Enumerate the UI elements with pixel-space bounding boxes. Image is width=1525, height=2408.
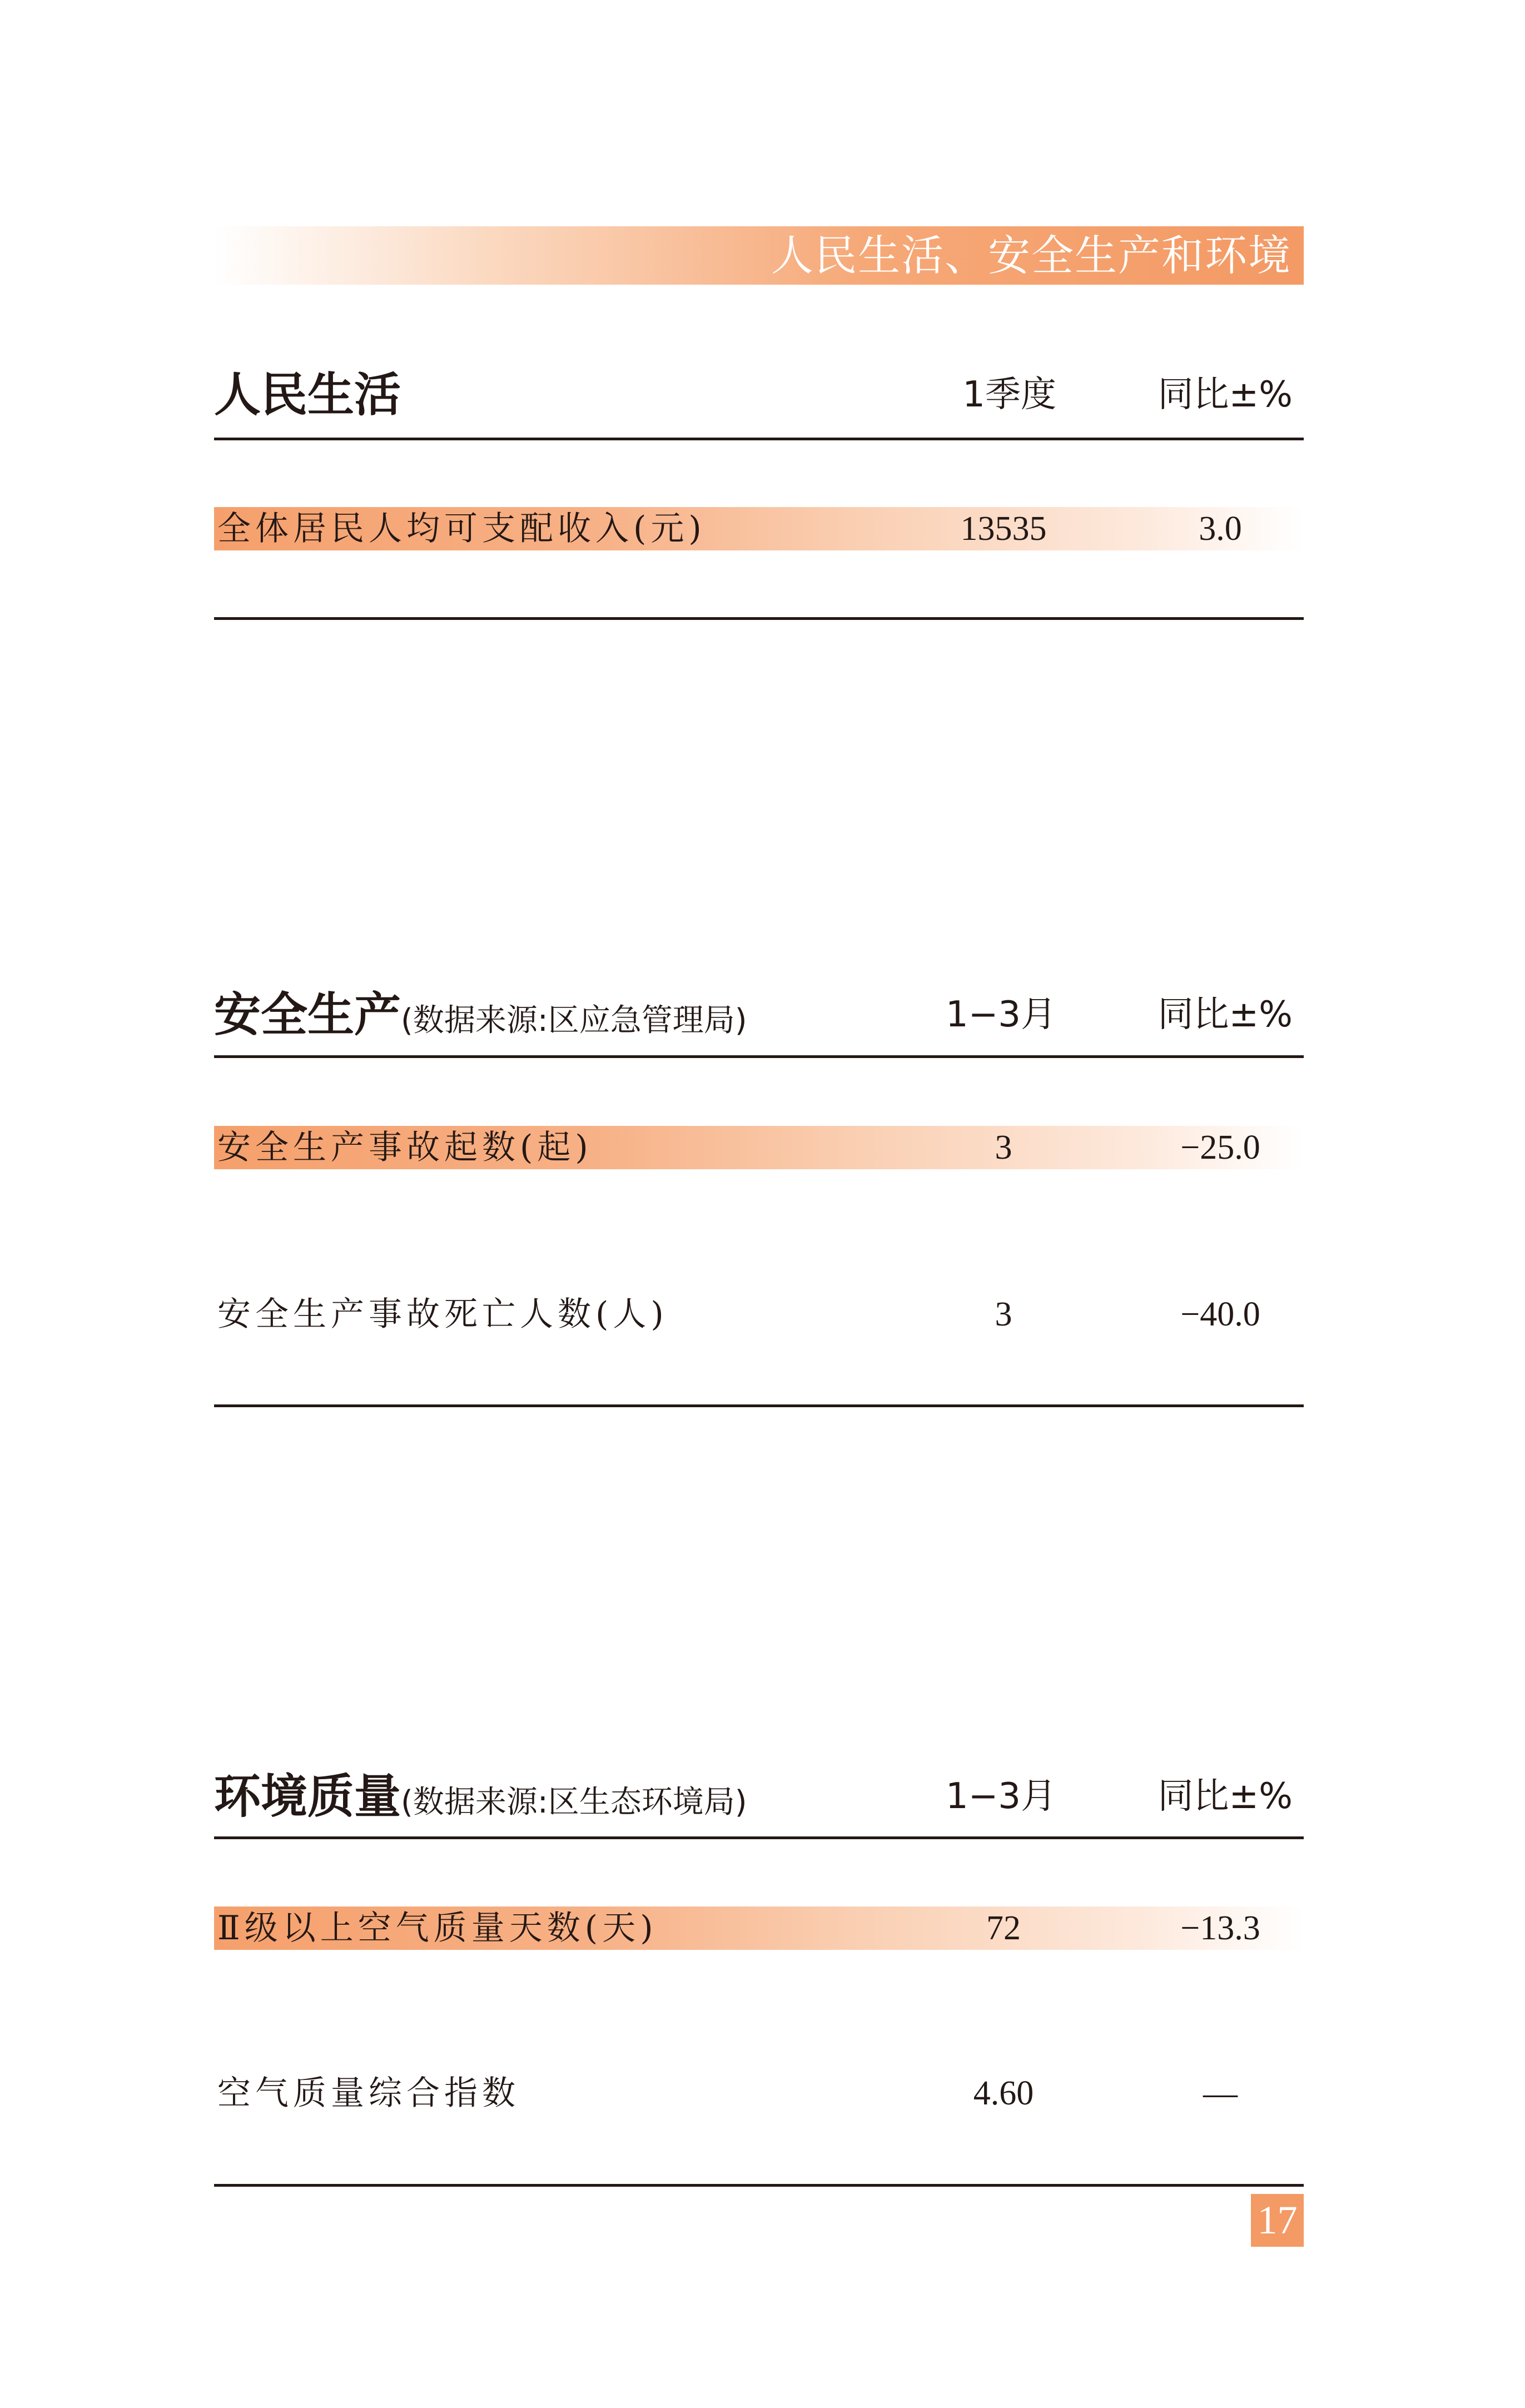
row-change: −40.0 (1180, 1295, 1260, 1333)
row-label: 全体居民人均可支配收入(元) (217, 509, 706, 548)
row-label: 空气质量综合指数 (217, 2074, 520, 2113)
column-header-yoy: 同比±% (1158, 374, 1293, 415)
row-value: 4.60 (973, 2074, 1034, 2112)
chapter-banner (214, 226, 1304, 285)
chapter-title: 人民生活、安全生产和环境 (771, 231, 1291, 280)
row-label: 安全生产事故起数(起) (217, 1128, 593, 1167)
header-rule (214, 1836, 1304, 1839)
footer-rule (214, 2184, 1304, 2187)
section-header (214, 1769, 1304, 1824)
row-change: — (1203, 2074, 1238, 2112)
table-row (214, 1293, 1304, 1336)
header-rule (214, 1055, 1304, 1058)
footer-rule (214, 1404, 1304, 1407)
row-value: 3 (995, 1129, 1012, 1166)
footer-rule (214, 617, 1304, 620)
table-row (214, 507, 1304, 550)
page-number: 17 (1251, 2194, 1304, 2247)
row-change: −25.0 (1180, 1129, 1260, 1166)
column-header-yoy: 同比±% (1158, 1776, 1293, 1817)
section-source: (数据来源:区生态环境局) (401, 1784, 747, 1820)
row-value: 13535 (960, 510, 1047, 548)
column-header-period: 1−3月 (945, 1776, 1056, 1817)
column-header-period: 1−3月 (945, 994, 1056, 1035)
table-row (214, 1906, 1304, 1950)
section-source: (数据来源:区应急管理局) (401, 1002, 747, 1039)
row-label: 安全生产事故死亡人数(人) (217, 1295, 668, 1334)
section-title: 安全生产(数据来源:区应急管理局) (214, 987, 747, 1042)
row-label: Ⅱ级以上空气质量天数(天) (217, 1909, 658, 1948)
row-change: 3.0 (1199, 510, 1242, 548)
row-value: 3 (995, 1295, 1012, 1333)
header-rule (214, 438, 1304, 440)
table-row (214, 1126, 1304, 1169)
row-change: −13.3 (1180, 1909, 1260, 1947)
section-title: 人民生活 (214, 368, 401, 422)
column-header-yoy: 同比±% (1158, 994, 1293, 1035)
section-title: 环境质量(数据来源:区生态环境局) (214, 1769, 747, 1824)
section-header (214, 987, 1304, 1042)
table-row (214, 2072, 1304, 2115)
row-value: 72 (986, 1909, 1021, 1947)
column-header-period: 1季度 (962, 374, 1056, 415)
section-header (214, 370, 1304, 420)
